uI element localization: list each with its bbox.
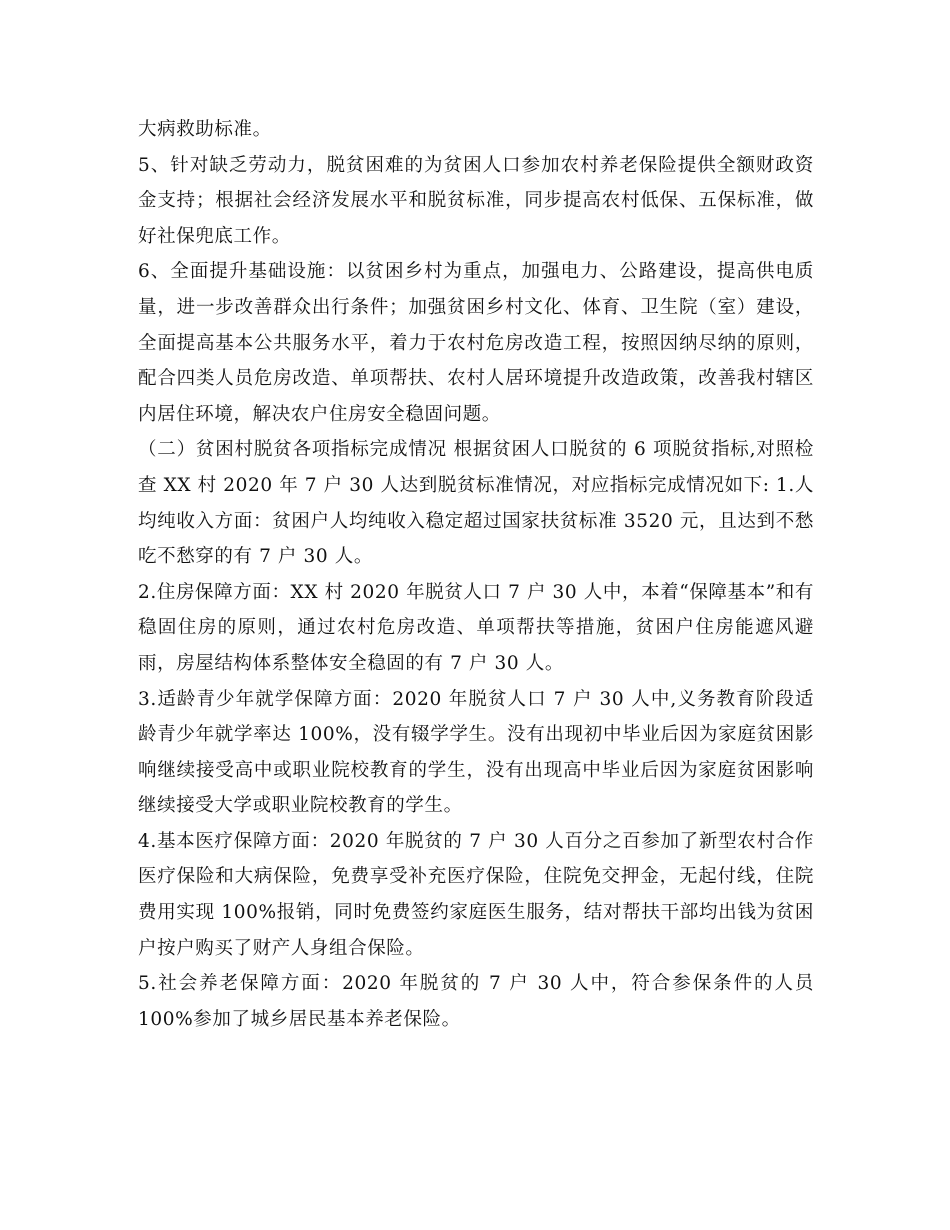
paragraph-medical-security: 4.基本医疗保障方面：2020 年脱贫的 7 户 30 人百分之百参加了新型农村合作医疗保险和大病保险，免费享受补充医疗保险，住院免交押金，无起付线，住院费用实现 100%报销，同时免费签约家庭医生服务，结对帮扶干部均出钱为贫困户按户购买了财产人身组合保险。 xyxy=(138,830,814,959)
paragraph-housing-security: 2.住房保障方面：XX 村 2020 年脱贫人口 7 户 30 人中，本着“保障基本”和有稳固住房的原则，通过农村危房改造、单项帮扶等措施，贫困户住房能遮风避雨，房屋结构体系整体安全稳固的有 7 户 30 人。 xyxy=(138,581,814,674)
document-body xyxy=(138,112,814,1037)
paragraph-pension-security: 5.社会养老保障方面：2020 年脱贫的 7 户 30 人中，符合参保条件的人员 100%参加了城乡居民基本养老保险。 xyxy=(138,973,814,1030)
paragraph-item-5-pension: 5、针对缺乏劳动力，脱贫困难的为贫困人口参加农村养老保险提供全额财政资金支持；根据社会经济发展水平和脱贫标准，同步提高农村低保、五保标准，做好社保兜底工作。 xyxy=(138,154,814,247)
paragraph-item-6-infrastructure: 6、全面提升基础设施：以贫困乡村为重点，加强电力、公路建设，提高供电质量，进一步改善群众出行条件；加强贫困乡村文化、体育、卫生院（室）建设，全面提高基本公共服务水平，着力于农村危房改造工程，按照因纳尽纳的原则，配合四类人员危房改造、单项帮扶、农村人居环境提升改造政策，改善我村辖区内居住环境，解决农户住房安全稳固问题。 xyxy=(138,261,814,425)
paragraph-section-2-indicators: （二）贫困村脱贫各项指标完成情况 根据贫困人口脱贫的 6 项脱贫指标,对照检查 XX 村 2020 年 7 户 30 人达到脱贫标准情况，对应指标完成情况如下: 1.人均纯收入方面：贫困户人均纯收入稳定超过国家扶贫标准 3520 元，且达到不愁吃不愁穿的有 7 户 30 人。 xyxy=(138,439,814,568)
paragraph-serious-illness-tail: 大病救助标准。 xyxy=(138,119,272,140)
paragraph-education-security: 3.适龄青少年就学保障方面：2020 年脱贫人口 7 户 30 人中,义务教育阶段适龄青少年就学率达 100%，没有辍学学生。没有出现初中毕业后因为家庭贫困影响继续接受高中或职业院校教育的学生，没有出现高中毕业后因为家庭贫困影响继续接受大学或职业院校教育的学生。 xyxy=(138,688,814,817)
